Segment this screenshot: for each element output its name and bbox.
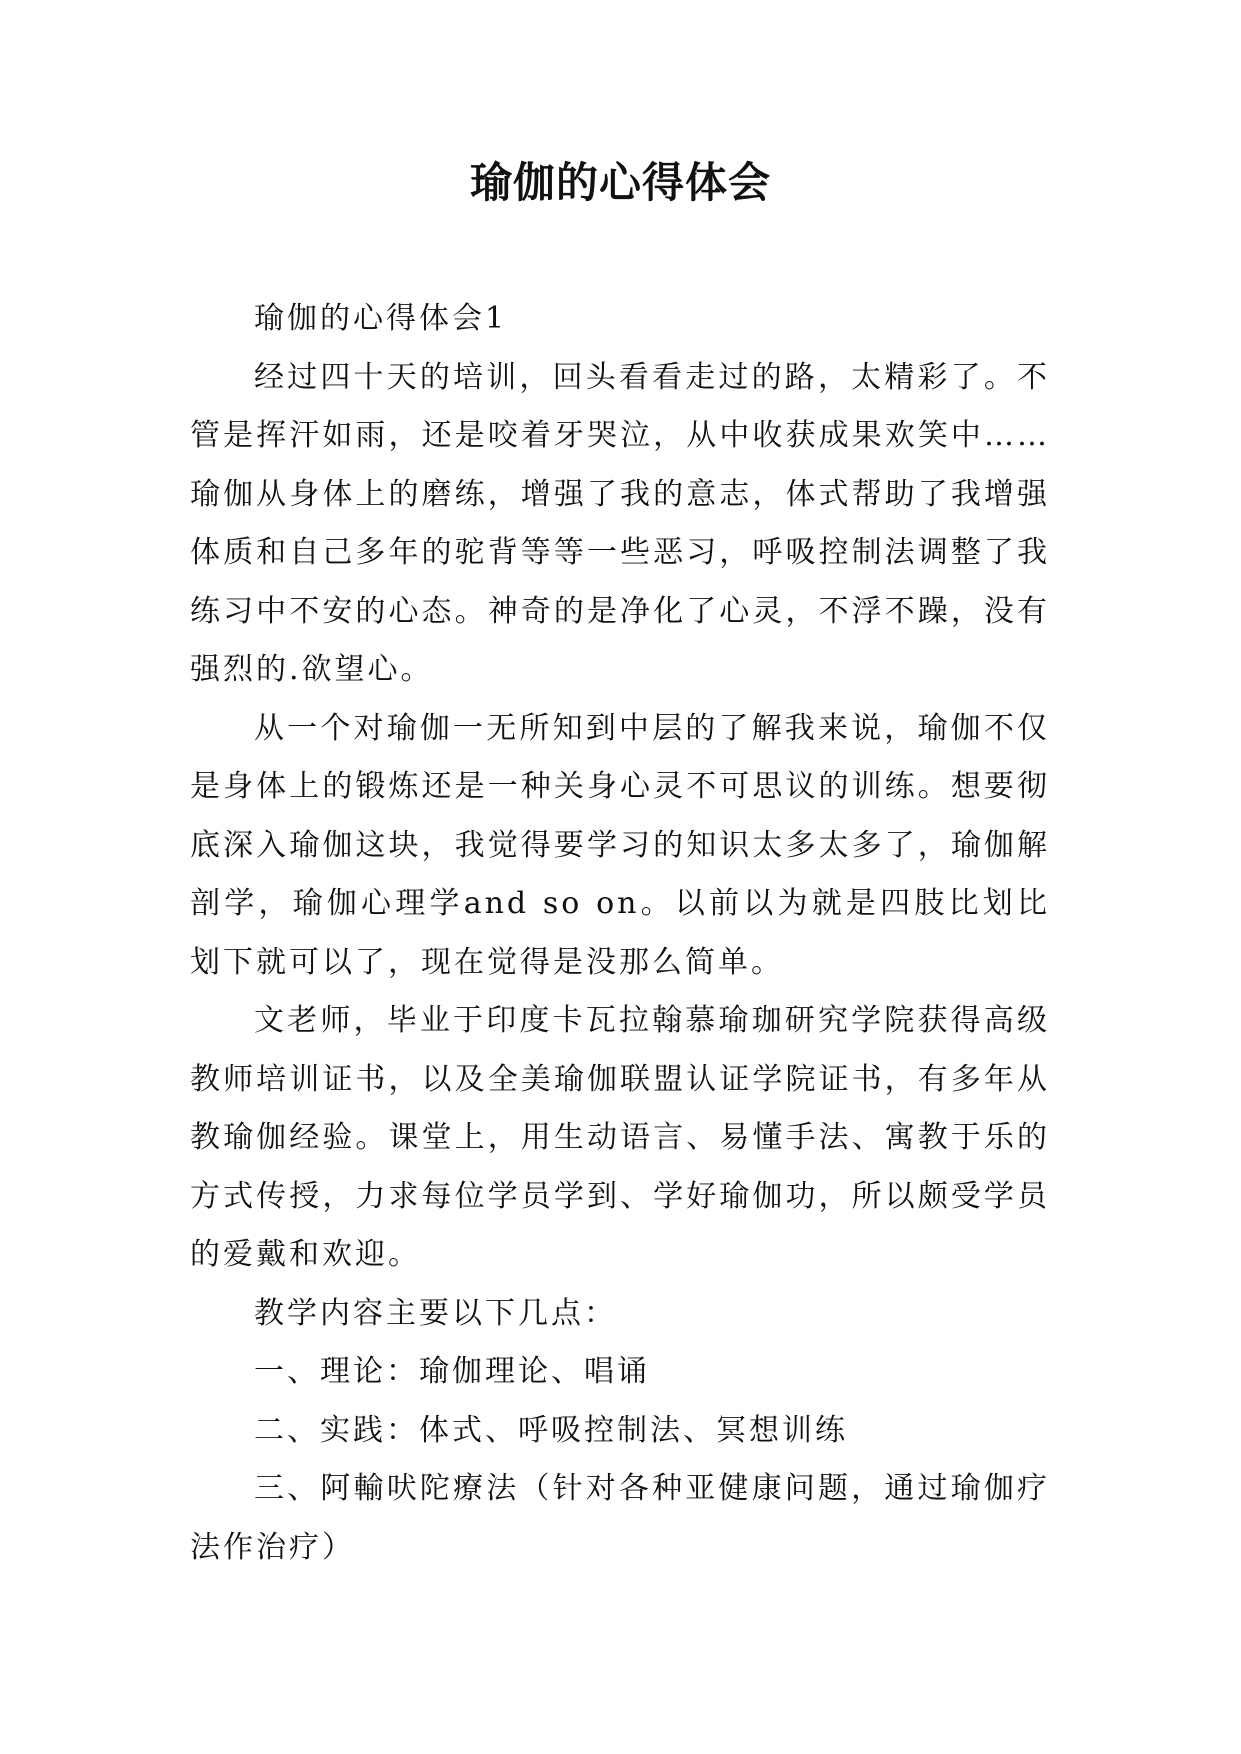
list-item-practice: 二、实践：体式、呼吸控制法、冥想训练 <box>254 1412 848 1448</box>
list-item-therapy: 三、阿輸吠陀療法（针对各种亚健康问题，通过瑜伽疗法作治疗） <box>190 1471 1050 1565</box>
document-title: 瑜伽的心得体会 <box>469 158 771 207</box>
paragraph-teaching-content: 教学内容主要以下几点： <box>254 1295 617 1331</box>
list-item-theory: 一、理论：瑜伽理论、唱诵 <box>254 1354 650 1389</box>
paragraph-yoga-understanding: 从一个对瑜伽一无所知到中层的了解我来说，瑜伽不仅是身体上的锻炼还是一种关身心灵不可思议的训练。想要彻底深入瑜伽这块，我觉得要学习的知识太多太多了，瑜伽解剖学，瑜伽心理学and so on。以前以为就是四肢比划比划下就可以了，现在觉得是没那么简单。 <box>190 710 1050 980</box>
paragraph-teacher: 文老师，毕业于印度卡瓦拉翰慕瑜珈研究学院获得高级教师培训证书，以及全美瑜伽联盟认证学院证书，有多年从教瑜伽经验。课堂上，用生动语言、易懂手法、寓教于乐的方式传授，力求每位学员学到、学好瑜伽功，所以颇受学员的爱戴和欢迎。 <box>190 1003 1050 1272</box>
document-body <box>190 290 1050 1577</box>
paragraph-training-experience: 经过四十天的培训，回头看看走过的路，太精彩了。不管是挥汗如雨，还是咬着牙哭泣，从中收获成果欢笑中……瑜伽从身体上的磨练，增强了我的意志，体式帮助了我增强体质和自己多年的驼背等等一些恶习，呼吸控制法调整了我练习中不安的心态。神奇的是净化了心灵，不浮不躁，没有强烈的.欲望心。 <box>190 359 1050 687</box>
section-heading: 瑜伽的心得体会1 <box>254 301 508 336</box>
